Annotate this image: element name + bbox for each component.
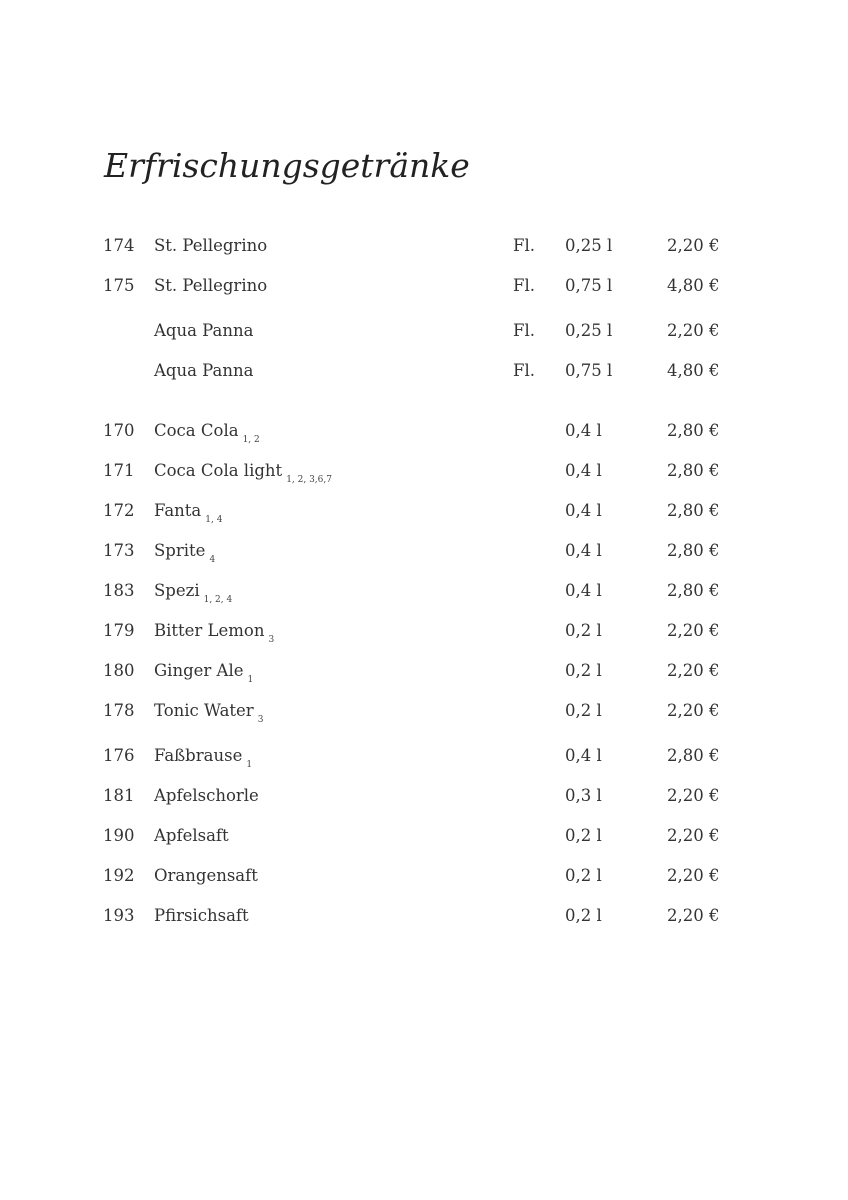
item-name-cell xyxy=(154,906,249,925)
item-name: Faßbrause xyxy=(154,746,243,765)
allergen-codes: 4 xyxy=(209,555,216,565)
item-number: 181 xyxy=(103,786,135,805)
allergen-codes: 1, 2 xyxy=(242,435,260,445)
item-name-cell xyxy=(154,866,258,885)
item-price: 2,20 € xyxy=(667,621,720,640)
item-price: 2,20 € xyxy=(667,826,720,845)
item-container: Fl. xyxy=(513,236,535,255)
item-name-cell xyxy=(154,541,216,565)
item-price: 2,20 € xyxy=(667,906,720,925)
item-name-cell xyxy=(154,501,223,525)
item-name-cell xyxy=(154,746,253,770)
item-volume: 0,4 l xyxy=(565,461,602,480)
item-name: St. Pellegrino xyxy=(154,236,268,255)
item-volume: 0,2 l xyxy=(565,661,602,680)
menu-item-row xyxy=(0,826,848,850)
item-number: 173 xyxy=(103,541,135,560)
menu-item-row xyxy=(0,276,848,300)
item-number: 176 xyxy=(103,746,135,765)
item-volume: 0,4 l xyxy=(565,541,602,560)
item-number: 193 xyxy=(103,906,135,925)
item-price: 2,20 € xyxy=(667,236,720,255)
menu-item-row xyxy=(0,421,848,445)
item-price: 2,20 € xyxy=(667,866,720,885)
item-number: 178 xyxy=(103,701,135,720)
item-volume: 0,4 l xyxy=(565,746,602,765)
menu-item-row xyxy=(0,501,848,525)
item-price: 2,80 € xyxy=(667,501,720,520)
item-name-cell xyxy=(154,361,253,380)
item-name: Sprite xyxy=(154,541,206,560)
item-name-cell xyxy=(154,786,259,805)
menu-item-row xyxy=(0,746,848,770)
item-name-cell xyxy=(154,461,332,485)
item-name-cell xyxy=(154,701,264,725)
item-volume: 0,75 l xyxy=(565,276,613,295)
item-number: 183 xyxy=(103,581,135,600)
item-name-cell xyxy=(154,661,254,685)
menu-item-row xyxy=(0,701,848,725)
item-name: Fanta xyxy=(154,501,202,520)
item-volume: 0,4 l xyxy=(565,581,602,600)
page-title: Erfrischungsgetränke xyxy=(104,146,470,185)
item-name-cell xyxy=(154,321,253,340)
item-name: Apfelsaft xyxy=(154,826,229,845)
item-name: Orangensaft xyxy=(154,866,258,885)
allergen-codes: 1 xyxy=(246,760,253,770)
item-name: Coca Cola light xyxy=(154,461,283,480)
item-container: Fl. xyxy=(513,321,535,340)
item-volume: 0,2 l xyxy=(565,906,602,925)
item-name-cell xyxy=(154,276,267,295)
item-name: Bitter Lemon xyxy=(154,621,265,640)
item-price: 2,80 € xyxy=(667,541,720,560)
item-name: Pfirsichsaft xyxy=(154,906,249,925)
item-volume: 0,25 l xyxy=(565,321,613,340)
item-price: 2,80 € xyxy=(667,461,720,480)
item-price: 2,20 € xyxy=(667,701,720,720)
allergen-codes: 3 xyxy=(268,635,275,645)
allergen-codes: 3 xyxy=(257,715,264,725)
item-number: 172 xyxy=(103,501,135,520)
item-number: 192 xyxy=(103,866,135,885)
item-volume: 0,4 l xyxy=(565,421,602,440)
menu-item-row xyxy=(0,906,848,930)
item-price: 2,20 € xyxy=(667,321,720,340)
item-name: Aqua Panna xyxy=(154,361,254,380)
item-volume: 0,25 l xyxy=(565,236,613,255)
menu-item-row xyxy=(0,236,848,260)
item-price: 2,80 € xyxy=(667,421,720,440)
item-container: Fl. xyxy=(513,276,535,295)
allergen-codes: 1, 2, 3,6,7 xyxy=(286,475,332,485)
menu-item-row xyxy=(0,361,848,385)
item-name: St. Pellegrino xyxy=(154,276,268,295)
item-price: 2,20 € xyxy=(667,661,720,680)
allergen-codes: 1, 2, 4 xyxy=(203,595,233,605)
item-name: Apfelschorle xyxy=(154,786,259,805)
item-name-cell xyxy=(154,236,267,255)
item-number: 190 xyxy=(103,826,135,845)
item-container: Fl. xyxy=(513,361,535,380)
item-volume: 0,2 l xyxy=(565,621,602,640)
item-volume: 0,75 l xyxy=(565,361,613,380)
item-name: Aqua Panna xyxy=(154,321,254,340)
item-price: 2,80 € xyxy=(667,581,720,600)
allergen-codes: 1, 4 xyxy=(205,515,223,525)
item-price: 2,80 € xyxy=(667,746,720,765)
menu-item-row xyxy=(0,541,848,565)
item-number: 179 xyxy=(103,621,135,640)
item-number: 171 xyxy=(103,461,135,480)
item-volume: 0,2 l xyxy=(565,701,602,720)
item-volume: 0,2 l xyxy=(565,866,602,885)
item-name: Tonic Water xyxy=(154,701,254,720)
menu-item-row xyxy=(0,581,848,605)
item-price: 4,80 € xyxy=(667,361,720,380)
item-price: 4,80 € xyxy=(667,276,720,295)
menu-item-row xyxy=(0,461,848,485)
item-name-cell xyxy=(154,421,260,445)
allergen-codes: 1 xyxy=(247,675,254,685)
item-name-cell xyxy=(154,581,233,605)
menu-item-row xyxy=(0,866,848,890)
item-volume: 0,3 l xyxy=(565,786,602,805)
menu-item-row xyxy=(0,621,848,645)
item-number: 175 xyxy=(103,276,135,295)
item-number: 174 xyxy=(103,236,135,255)
menu-item-row xyxy=(0,661,848,685)
item-volume: 0,2 l xyxy=(565,826,602,845)
item-name: Coca Cola xyxy=(154,421,239,440)
item-name: Spezi xyxy=(154,581,200,600)
item-name-cell xyxy=(154,621,275,645)
menu-item-row xyxy=(0,321,848,345)
item-price: 2,20 € xyxy=(667,786,720,805)
item-number: 180 xyxy=(103,661,135,680)
item-volume: 0,4 l xyxy=(565,501,602,520)
item-name: Ginger Ale xyxy=(154,661,244,680)
menu-item-row xyxy=(0,786,848,810)
item-name-cell xyxy=(154,826,229,845)
item-number: 170 xyxy=(103,421,135,440)
